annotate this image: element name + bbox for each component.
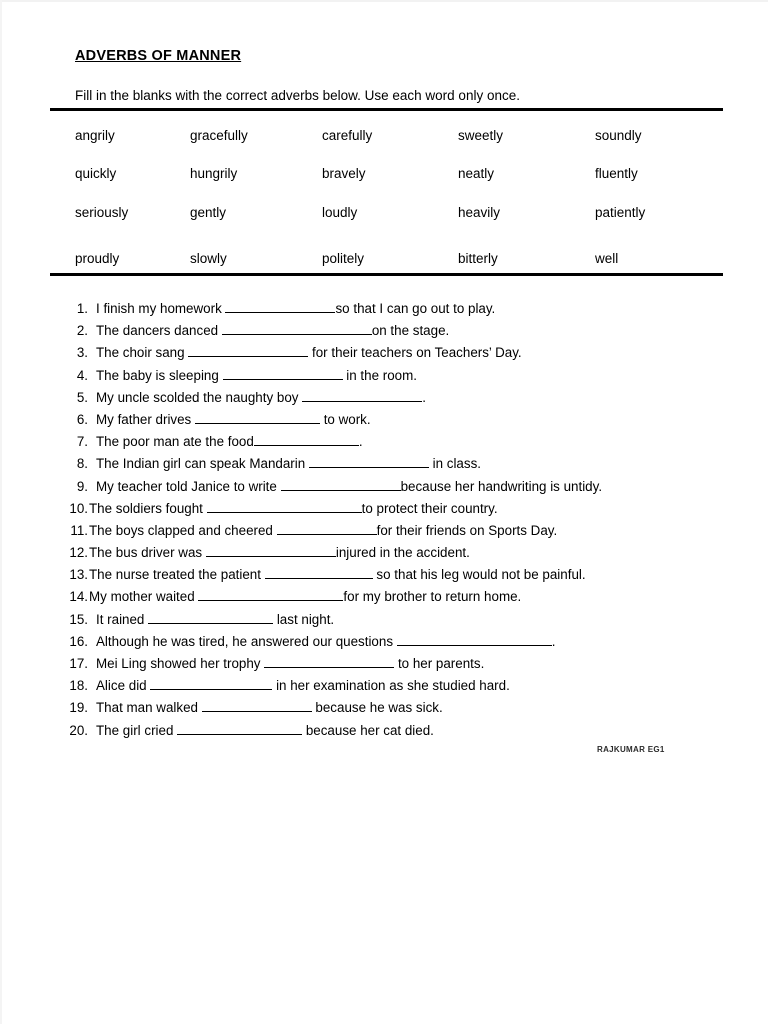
question-item: [66, 564, 746, 586]
question-number: 17.: [69, 656, 88, 671]
question-text-after-blank: in class.: [428, 456, 481, 472]
question-item: [66, 298, 746, 320]
question-text-before-blank: The Indian girl can speak Mandarin: [96, 456, 309, 472]
question-item: [66, 609, 746, 631]
question-item: [66, 476, 746, 498]
answer-blank[interactable]: [309, 454, 429, 468]
question-text-before-blank: Mei Ling showed her trophy: [96, 656, 265, 671]
word-bank-word: well: [595, 251, 619, 266]
answer-blank[interactable]: [277, 521, 377, 535]
question-text-before-blank: The choir sang: [96, 345, 189, 361]
question-number: 19.: [69, 700, 88, 716]
answer-blank[interactable]: [206, 543, 336, 557]
question-number: 11.: [70, 522, 88, 538]
word-bank-row: [50, 128, 723, 166]
question-item: [66, 498, 746, 520]
word-bank-word: politely: [322, 251, 365, 266]
question-number: 4.: [76, 367, 88, 383]
question-text-before-blank: The boys clapped and cheered: [89, 522, 277, 538]
instruction-text: Fill in the blanks with the correct adverbs below. Use each word only once.: [75, 88, 520, 103]
answer-blank[interactable]: [254, 432, 359, 446]
question-text-before-blank: That man walked: [96, 700, 202, 716]
word-bank-row: [50, 166, 723, 204]
question-text-after-blank: to work.: [319, 411, 371, 427]
word-bank-word: carefully: [322, 128, 373, 143]
word-bank-word: loudly: [322, 205, 358, 220]
question-number: 2.: [76, 323, 88, 339]
question-text-before-blank: The dancers danced: [96, 323, 222, 339]
word-bank-word: proudly: [75, 251, 120, 266]
question-text-before-blank: Although he was tired, he answered our questions: [96, 633, 397, 649]
word-bank-word: neatly: [458, 166, 495, 181]
question-item: [66, 542, 746, 564]
question-number: 14.: [69, 589, 88, 605]
word-bank-word: quickly: [75, 166, 117, 181]
answer-blank[interactable]: [195, 410, 320, 424]
question-text-before-blank: The soldiers fought: [89, 500, 207, 516]
question-text-after-blank: for their teachers on Teachers’ Day.: [308, 345, 522, 361]
question-number: 3.: [76, 345, 88, 361]
question-number: 1.: [76, 301, 88, 316]
question-text-before-blank: Alice did: [96, 678, 151, 694]
word-bank-word: bitterly: [458, 251, 498, 266]
question-text-before-blank: The bus driver was: [89, 545, 206, 561]
question-item: [66, 675, 746, 697]
word-bank-row: [50, 251, 723, 289]
question-text-before-blank: My uncle scolded the naughty boy: [96, 389, 303, 405]
question-number: 8.: [76, 456, 88, 472]
question-item: [66, 520, 746, 542]
answer-blank[interactable]: [265, 565, 373, 579]
word-bank-word: heavily: [458, 205, 501, 220]
answer-blank[interactable]: [281, 477, 401, 491]
question-text-before-blank: My teacher told Janice to write: [96, 478, 281, 494]
question-text-before-blank: It rained: [96, 611, 149, 627]
question-text-before-blank: I finish my homework: [96, 301, 226, 316]
scan-edge-left: [0, 0, 2, 1024]
answer-blank[interactable]: [397, 632, 552, 646]
question-item: [66, 342, 746, 364]
word-bank-word: bravely: [322, 166, 366, 181]
word-bank-word: angrily: [75, 128, 115, 143]
question-text-after-blank: .: [358, 434, 363, 450]
question-text-after-blank: in her examination as she studied hard.: [272, 678, 510, 694]
question-item: [66, 586, 746, 608]
question-text-after-blank: .: [422, 389, 426, 405]
word-bank-word: fluently: [595, 166, 638, 181]
question-text-before-blank: The girl cried: [96, 722, 178, 738]
question-text-after-blank: because her cat died.: [302, 722, 434, 738]
answer-blank[interactable]: [198, 587, 343, 601]
word-bank-word: gently: [190, 205, 227, 220]
question-item: [66, 720, 746, 742]
question-text-after-blank: injured in the accident.: [335, 545, 470, 561]
answer-blank[interactable]: [150, 676, 272, 690]
question-item: [66, 631, 746, 653]
question-number: 9.: [76, 478, 88, 494]
question-number: 18.: [69, 678, 88, 694]
question-item: [66, 453, 746, 475]
question-item: [66, 431, 746, 453]
question-text-before-blank: The poor man ate the food: [96, 434, 254, 450]
answer-blank[interactable]: [188, 343, 308, 357]
question-list: [66, 298, 746, 742]
word-bank-word: hungrily: [190, 166, 238, 181]
word-bank: [50, 115, 723, 273]
question-item: [66, 697, 746, 719]
question-text-after-blank: to her parents.: [394, 656, 485, 671]
question-text-after-blank: last night.: [273, 611, 335, 627]
answer-blank[interactable]: [148, 610, 273, 624]
question-number: 10.: [69, 500, 88, 516]
question-item: [66, 365, 746, 387]
question-item: [66, 387, 746, 409]
question-text-after-blank: because he was sick.: [311, 700, 443, 716]
word-bank-row: [50, 205, 723, 243]
answer-blank[interactable]: [177, 721, 302, 735]
answer-blank[interactable]: [223, 366, 343, 380]
word-bank-word: seriously: [75, 205, 129, 220]
question-item: [66, 320, 746, 342]
question-text-before-blank: The nurse treated the patient: [89, 567, 265, 583]
question-text-after-blank: .: [551, 633, 556, 649]
question-number: 16.: [69, 633, 88, 649]
footer-credit: RAJKUMAR EG1: [597, 745, 665, 754]
question-number: 5.: [76, 389, 88, 405]
question-text-after-blank: to protect their country.: [361, 500, 498, 516]
answer-blank[interactable]: [264, 654, 394, 668]
question-text-after-blank: because her handwriting is untidy.: [400, 478, 603, 494]
word-bank-word: slowly: [190, 251, 227, 266]
wordbank-bottom-rule: [50, 273, 723, 276]
question-item: [66, 653, 746, 675]
question-text-after-blank: so that his leg would not be painful.: [372, 567, 586, 583]
question-number: 20.: [69, 722, 88, 738]
question-text-after-blank: for their friends on Sports Day.: [376, 522, 558, 538]
answer-blank[interactable]: [302, 388, 422, 402]
scan-edge-top: [0, 0, 768, 2]
question-text-after-blank: for my brother to return home.: [343, 589, 522, 605]
question-number: 12.: [69, 545, 88, 561]
question-text-before-blank: The baby is sleeping: [96, 367, 223, 383]
word-bank-word: gracefully: [190, 128, 248, 143]
question-item: [66, 409, 746, 431]
wordbank-top-rule: [50, 108, 723, 111]
question-number: 13.: [69, 567, 88, 583]
word-bank-word: soundly: [595, 128, 642, 143]
answer-blank[interactable]: [225, 299, 335, 313]
question-text-before-blank: My father drives: [96, 411, 195, 427]
answer-blank[interactable]: [207, 499, 362, 513]
answer-blank[interactable]: [202, 698, 312, 712]
page-title: ADVERBS OF MANNER: [75, 48, 242, 64]
question-number: 7.: [76, 434, 88, 450]
answer-blank[interactable]: [222, 321, 372, 335]
question-text-after-blank: in the room.: [342, 367, 417, 383]
question-number: 15.: [69, 611, 88, 627]
question-text-before-blank: My mother waited: [89, 589, 199, 605]
word-bank-word: sweetly: [458, 128, 504, 143]
question-text-after-blank: on the stage.: [371, 323, 450, 339]
word-bank-word: patiently: [595, 205, 646, 220]
question-text-after-blank: so that I can go out to play.: [335, 301, 496, 316]
question-number: 6.: [76, 411, 88, 427]
